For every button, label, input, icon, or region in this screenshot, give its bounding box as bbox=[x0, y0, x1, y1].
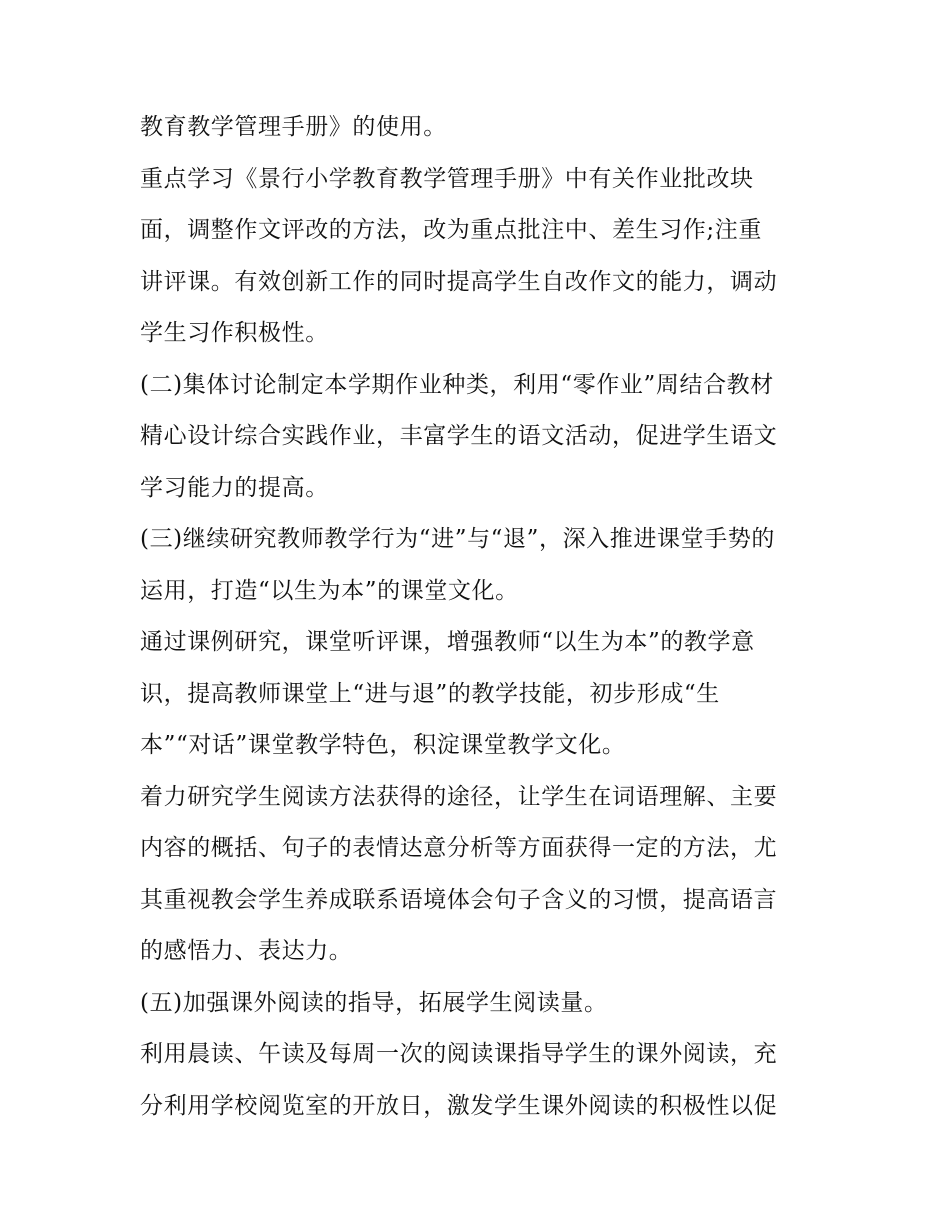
text-line: 运用，打造“以生为本”的课堂文化。 bbox=[140, 577, 519, 604]
text-line: (五)加强课外阅读的指导，拓展学生阅读量。 bbox=[140, 989, 608, 1016]
text-line: 分利用学校阅览室的开放日，激发学生课外阅读的积极性以促 bbox=[140, 1092, 778, 1119]
text-line: 识，提高教师课堂上“进与退”的教学技能，初步形成“生 bbox=[140, 680, 720, 707]
text-line: 的感悟力、表达力。 bbox=[140, 938, 353, 964]
text-line: 面，调整作文评改的方法，改为重点批注中、差生习作;注重 bbox=[140, 217, 762, 243]
text-line: 内容的概括、句子的表情达意分析等方面获得一定的方法，尤 bbox=[140, 835, 778, 861]
text-line: 利用晨读、午读及每周一次的阅读课指导学生的课外阅读，充 bbox=[140, 1041, 778, 1067]
text-line: (三)继续研究教师教学行为“进”与“退”，深入推进课堂手势的 bbox=[140, 526, 775, 552]
text-line: 通过课例研究，课堂听评课，增强教师“以生为本”的教学意 bbox=[140, 629, 755, 655]
text-line: 教育教学管理手册》的使用。 bbox=[140, 114, 447, 140]
text-line: 本”“对话”课堂教学特色，积淀课堂教学文化。 bbox=[140, 732, 626, 758]
document-body bbox=[140, 102, 820, 1132]
text-line: 精心设计综合实践作业，丰富学生的语文活动，促进学生语文 bbox=[140, 423, 778, 449]
text-line: 学生习作积极性。 bbox=[140, 320, 329, 346]
text-line: (二)集体讨论制定本学期作业种类，利用“零作业”周结合教材 bbox=[140, 371, 774, 398]
text-line: 讲评课。有效创新工作的同时提高学生自改作文的能力，调动 bbox=[140, 268, 778, 295]
text-line: 着力研究学生阅读方法获得的途径，让学生在词语理解、主要 bbox=[140, 783, 778, 810]
text-line: 重点学习《景行小学教育教学管理手册》中有关作业批改块 bbox=[140, 165, 754, 192]
text-line: 其重视教会学生养成联系语境体会句子含义的习惯，提高语言 bbox=[140, 886, 778, 913]
text-line: 学习能力的提高。 bbox=[140, 474, 329, 501]
